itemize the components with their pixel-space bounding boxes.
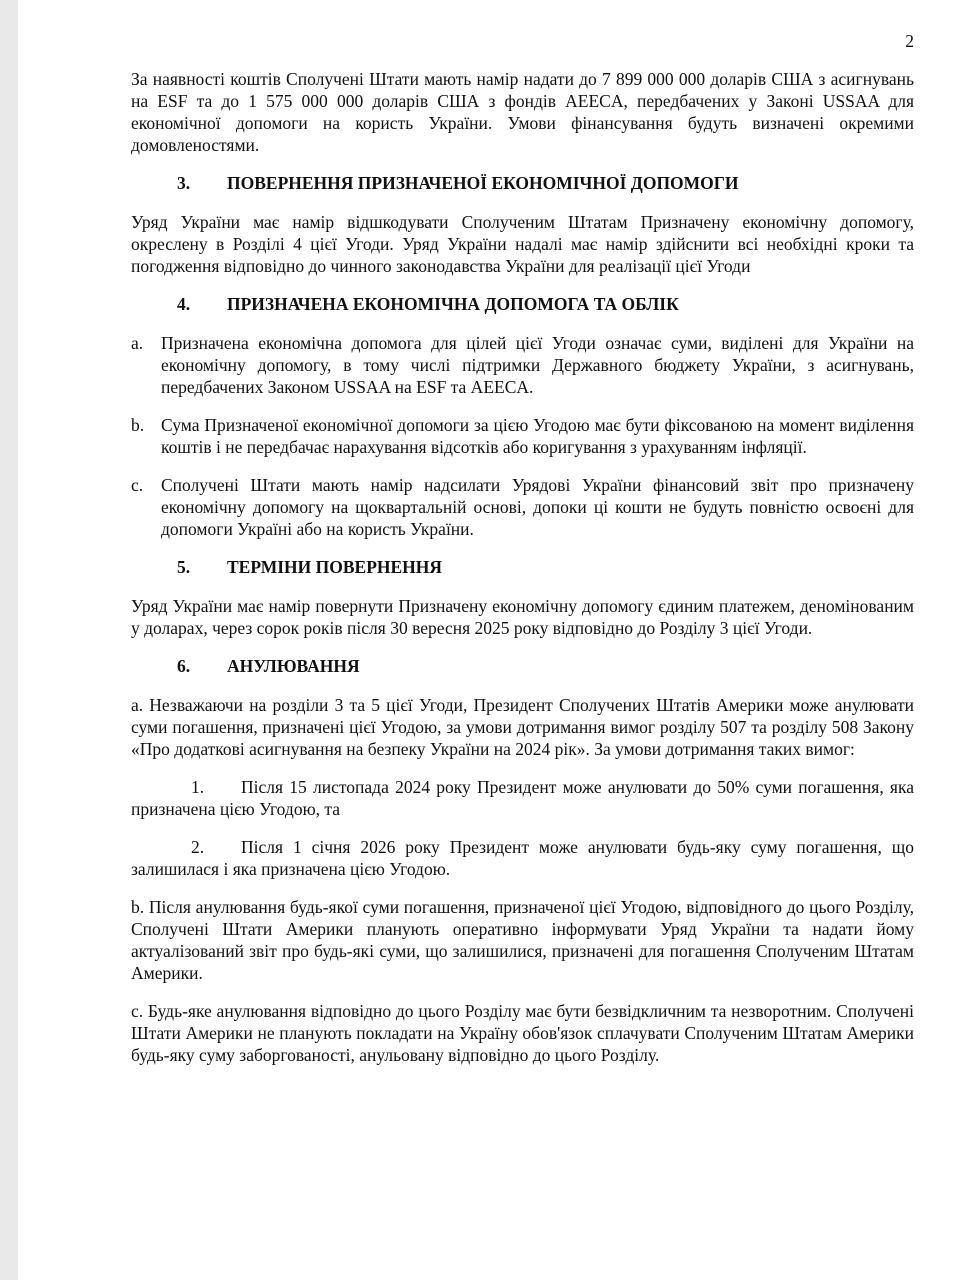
section-3-text: Уряд України має намір відшкодувати Сполученим Штатам Призначену економічну допомогу, окреслену в Розділі 4 цієї Угоди. Уряд України надалі має намір здійснити всі необхідні кроки та погодження відповідно до чинного законодавства України для реалізації цієї Угоди — [131, 212, 914, 276]
section-4-item-a — [131, 332, 914, 398]
section-5-text: Уряд України має намір повернути Призначену економічну допомогу єдиним платежем, деномінованим у доларах, через сорок років після 30 вересня 2025 року відповідно до Розділу 3 цієї Угоди. — [131, 596, 914, 638]
section-6-paragraph-c: c. Будь-яке анулювання відповідно до цього Розділу має бути безвідкличним та незворотним. Сполучені Штати Америки не планують покладати на Україну обов'язок сплачувати Сполученим Штатам Америки будь-яку суму заборгованості, анульовану відповідно до цього Розділу. — [131, 1001, 914, 1065]
section-6-heading — [131, 655, 914, 677]
section-4-heading — [131, 293, 914, 315]
item-text: Призначена економічна допомога для цілей цієї Угоди означає суми, виділені для України на економічну допомогу, в тому числі підтримки Державного бюджету України, з асигнувань, передбачених Законом USSAA на ESF та AEECA. — [161, 333, 914, 397]
item-marker: a. — [131, 333, 144, 353]
section-3-number: 3. — [177, 173, 191, 193]
section-4-number: 4. — [177, 294, 191, 314]
list-text: Після 15 листопада 2024 року Президент може анулювати до 50% суми погашення, яка призначена цією Угодою, та — [131, 777, 914, 819]
section-6-paragraph-b: b. Після анулювання будь-якої суми погашення, призначеної цієї Угодою, відповідного до цього Розділу, Сполучені Штати Америки планують оперативно інформувати Уряд України та надати йому актуалізований звіт про будь-які суми, що залишилися, призначені для погашення Сполученим Штатам Америки. — [131, 897, 914, 983]
intro-paragraph: За наявності коштів Сполучені Штати мають намір надати до 7 899 000 000 доларів США з асигнувань на ESF та до 1 575 000 000 доларів США з фондів AEECA, передбачених у Законі USSAA для економічної допомоги на користь України. Умови фінансування будуть визначені окремими домовленостями. — [131, 69, 914, 155]
list-text: Після 1 січня 2026 року Президент може анулювати будь-яку суму погашення, що залишилася і яка призначена цією Угодою. — [131, 837, 914, 879]
section-6-list-item-2 — [131, 836, 914, 880]
item-marker: c. — [131, 475, 144, 495]
section-5-heading — [131, 556, 914, 578]
item-text: Сполучені Штати мають намір надсилати Урядові України фінансовий звіт про призначену економічну допомогу на щоквартальній основі, допоки ці кошти не будуть повністю освоєні для допомоги Україні або на користь України. — [161, 475, 914, 539]
section-5-number: 5. — [177, 557, 191, 577]
section-3-title: ПОВЕРНЕННЯ ПРИЗНАЧЕНОЇ ЕКОНОМІЧНОЇ ДОПОМОГИ — [227, 173, 739, 193]
page-number: 2 — [905, 31, 914, 51]
item-text: Сума Призначеної економічної допомоги за цією Угодою має бути фіксованою на момент виділення коштів і не передбачає нарахування відсотків або коригування з урахуванням інфляції. — [161, 415, 914, 457]
section-6-list-item-1 — [131, 776, 914, 820]
section-5-title: ТЕРМІНИ ПОВЕРНЕННЯ — [227, 557, 443, 577]
section-6-paragraph-a: a. Незважаючи на розділи 3 та 5 цієї Угоди, Президент Сполучених Штатів Америки може анулювати суми погашення, призначені цієї Угодою, за умови дотримання вимог розділу 507 та розділу 508 Закону «Про додаткові асигнування на безпеку України на 2024 рік». За умови дотримання таких вимог: — [131, 695, 914, 759]
section-3-heading — [131, 172, 914, 194]
section-6-number: 6. — [177, 656, 191, 676]
section-6-title: АНУЛЮВАННЯ — [227, 656, 360, 676]
item-marker: b. — [131, 415, 145, 435]
page-content — [131, 30, 914, 1082]
document-page — [18, 0, 979, 1280]
list-number: 1. — [191, 777, 205, 797]
section-4-item-b — [131, 414, 914, 458]
section-4-title: ПРИЗНАЧЕНА ЕКОНОМІЧНА ДОПОМОГА ТА ОБЛІК — [227, 294, 679, 314]
section-4-item-c — [131, 474, 914, 540]
list-number: 2. — [191, 837, 205, 857]
